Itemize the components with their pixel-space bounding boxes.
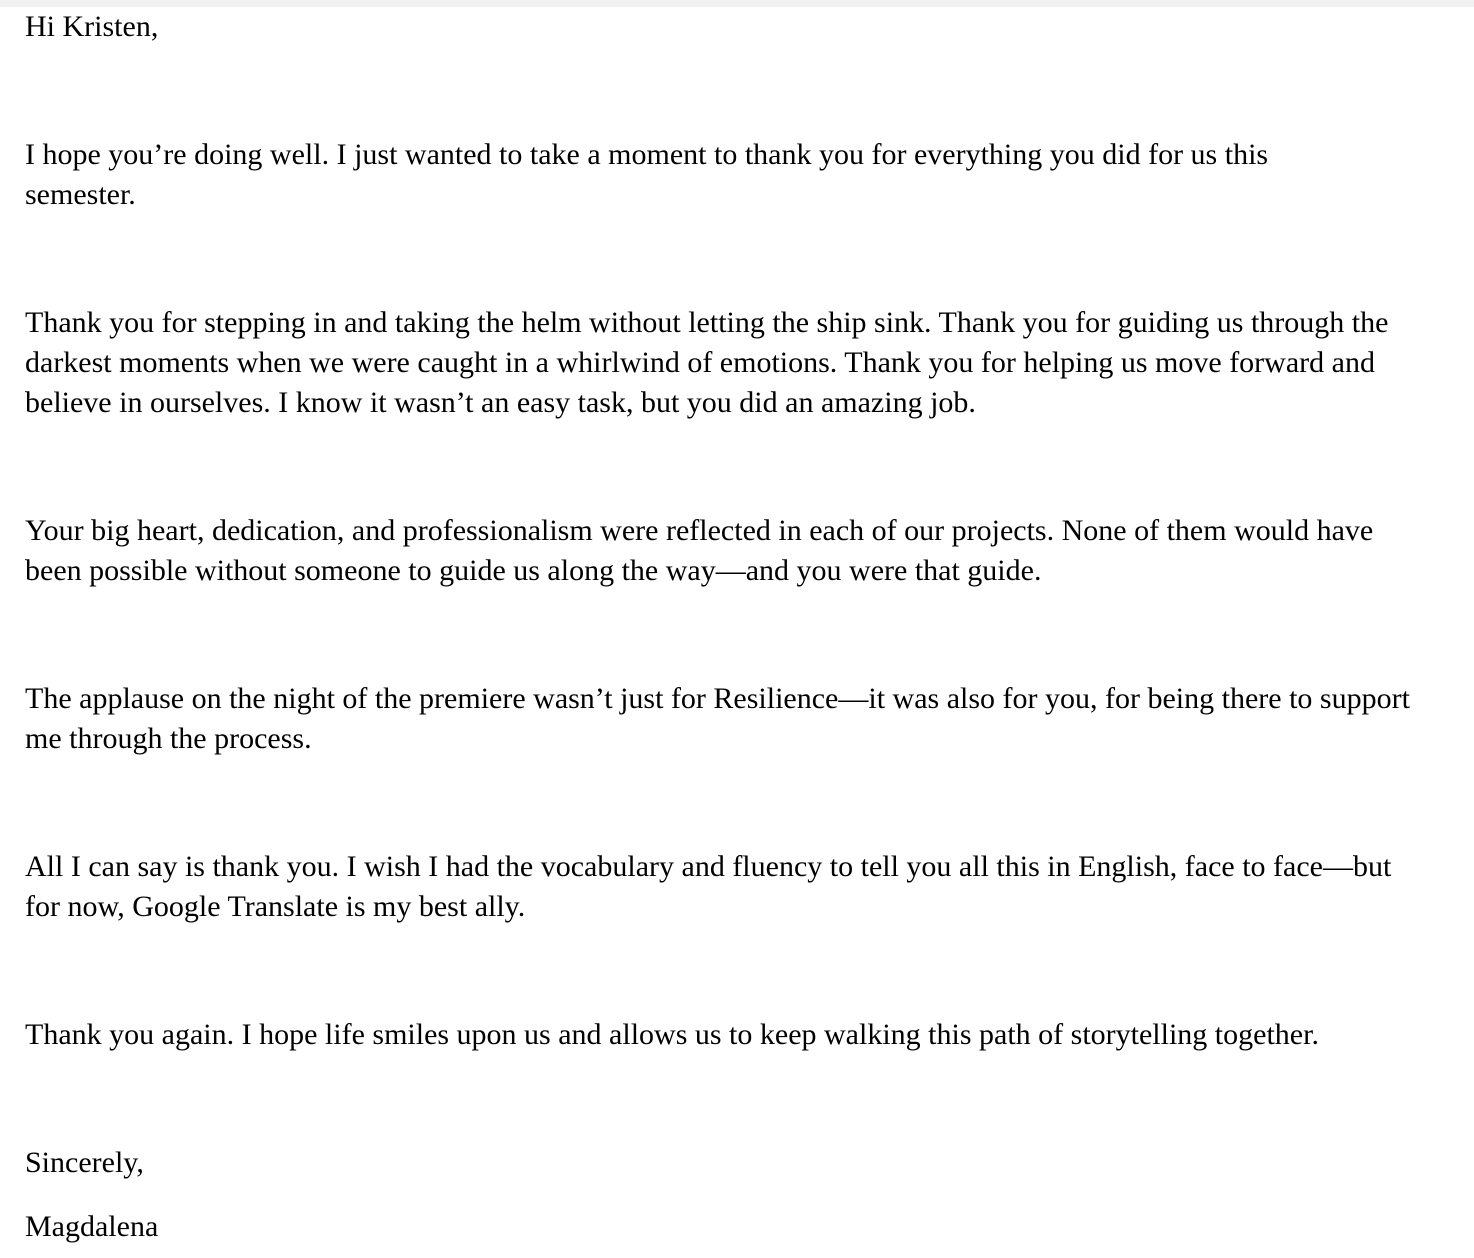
email-body [25, 7, 1465, 1247]
email-closing: Sincerely, [25, 1146, 144, 1179]
email-paragraph: Thank you for stepping in and taking the helm without letting the ship sink. Thank you for guiding us through the darkest moments when we were caught in a whirlwind of emotions. Thank you for helping us move forward and believe in ourselves. I know it wasn’t an easy task, but you did an amazing job. [25, 306, 1389, 419]
email-greeting: Hi Kristen, [25, 10, 159, 43]
top-divider-bar [0, 0, 1474, 7]
email-paragraph: Your big heart, dedication, and professionalism were reflected in each of our projects. None of them would have been possible without someone to guide us along the way—and you were that guide. [25, 514, 1374, 587]
email-paragraph: Thank you again. I hope life smiles upon us and allows us to keep walking this path of storytelling together. [25, 1018, 1319, 1051]
email-paragraph: I hope you’re doing well. I just wanted to take a moment to thank you for everything you did for us this semester. [25, 138, 1269, 211]
email-paragraph: The applause on the night of the premiere wasn’t just for Resilience—it was also for you, for being there to support me through the process. [25, 682, 1410, 755]
email-paragraph: All I can say is thank you. I wish I had the vocabulary and fluency to tell you all this in English, face to face—but for now, Google Translate is my best ally. [25, 850, 1392, 923]
email-signature: Magdalena [25, 1210, 159, 1243]
